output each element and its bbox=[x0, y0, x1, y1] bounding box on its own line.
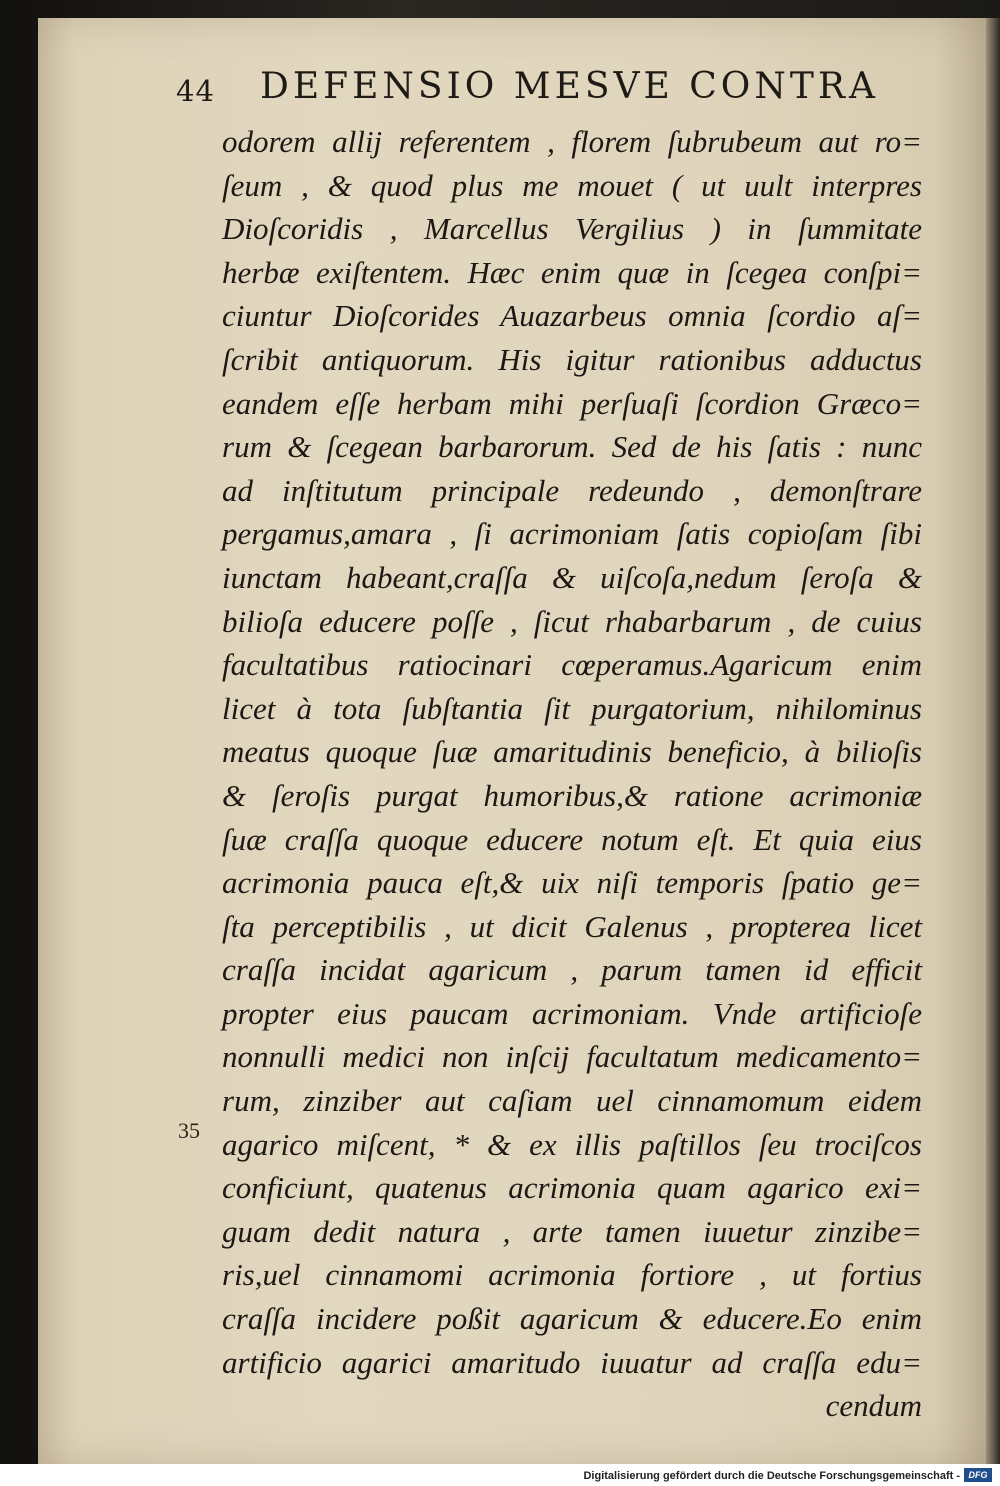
funding-credit: Digitalisierung gefördert durch die Deutsche Forschungsgemeinschaft - bbox=[583, 1470, 960, 1482]
text-line: bilioſa educere poſſe , ſicut rhabarbarum , de cuius bbox=[222, 603, 922, 639]
text-line: odorem allij referentem , florem ſubrubeum aut ro= bbox=[222, 124, 922, 159]
text-line: conficiunt, quatenus acrimonia quam agarico exi= bbox=[222, 1170, 922, 1206]
text-line: propter eius paucam acrimoniam. Vnde artificioſe bbox=[222, 995, 922, 1031]
text-line: facultatibus ratiocinari cœperamus.Agaricum enim bbox=[222, 647, 922, 683]
text-line: Dioſcoridis , Marcellus Vergilius ) in ſummitate bbox=[222, 211, 922, 247]
text-line: acrimonia pauca eſt,& uix niſi temporis ſpatio ge= bbox=[222, 865, 922, 901]
text-line: rum & ſcegean barbarorum. Sed de his ſatis : nunc bbox=[222, 429, 922, 465]
text-line: ſta perceptibilis , ut dicit Galenus , propterea licet bbox=[222, 908, 922, 944]
page-edge bbox=[986, 18, 1000, 1464]
text-line: ris,uel cinnamomi acrimonia fortiore , ut fortius bbox=[222, 1257, 922, 1293]
text-line: & ſeroſis purgat humoribus,& ratione acrimoniæ bbox=[222, 777, 922, 813]
text-line: pergamus,amara , ſi acrimoniam ſatis copioſam ſibi bbox=[222, 516, 922, 552]
margin-line-number: 35 bbox=[178, 1118, 200, 1143]
text-line: agarico miſcent, * & ex illis paſtillos ſeu trociſcos bbox=[222, 1126, 922, 1162]
footer-bar bbox=[0, 1464, 1000, 1486]
body-text bbox=[222, 120, 922, 1428]
text-line: nonnulli medici non inſcij facultatum medicamento= bbox=[222, 1039, 922, 1075]
text-line: rum, zinziber aut caſiam uel cinnamomum eidem bbox=[222, 1083, 922, 1119]
text-line: licet à tota ſubſtantia ſit purgatorium, nihilominus bbox=[222, 690, 922, 726]
text-line: iunctam habeant,craſſa & uiſcoſa,nedum ſeroſa & bbox=[222, 559, 922, 595]
dfg-logo-icon: DFG bbox=[964, 1468, 992, 1482]
text-line: ſcribit antiquorum. His igitur rationibus adductus bbox=[222, 341, 922, 377]
page-header bbox=[176, 66, 879, 112]
text-line: eandem eſſe herbam mihi perſuaſi ſcordion Græco= bbox=[222, 385, 922, 421]
text-line: ſuæ craſſa quoque educere notum eſt. Et quia eius bbox=[222, 821, 922, 857]
text-line: artificio agarici amaritudo iuuatur ad craſſa edu= bbox=[222, 1344, 922, 1380]
running-head: DEFENSIO MESVE CONTRA bbox=[260, 66, 879, 107]
text-line: craſſa incidere poßit agaricum & educere.Eo enim bbox=[222, 1301, 922, 1337]
text-line: ſeum , & quod plus me mouet ( ut uult interpres bbox=[222, 167, 922, 203]
text-line: guam dedit natura , arte tamen iuuetur zinzibe= bbox=[222, 1213, 922, 1249]
text-line: meatus quoque ſuæ amaritudinis beneficio, à bilioſis bbox=[222, 734, 922, 770]
text-line: ciuntur Dioſcorides Auazarbeus omnia ſcordio aſ= bbox=[222, 298, 922, 334]
text-line: craſſa incidat agaricum , parum tamen id efficit bbox=[222, 952, 922, 988]
text-line: herbæ exiſtentem. Hæc enim quæ in ſcegea conſpi= bbox=[222, 254, 922, 290]
page-number: 44 bbox=[176, 74, 215, 108]
text-line: ad inſtitutum principale redeundo , demonſtrare bbox=[222, 472, 922, 508]
catchword: cendum bbox=[825, 1388, 922, 1424]
